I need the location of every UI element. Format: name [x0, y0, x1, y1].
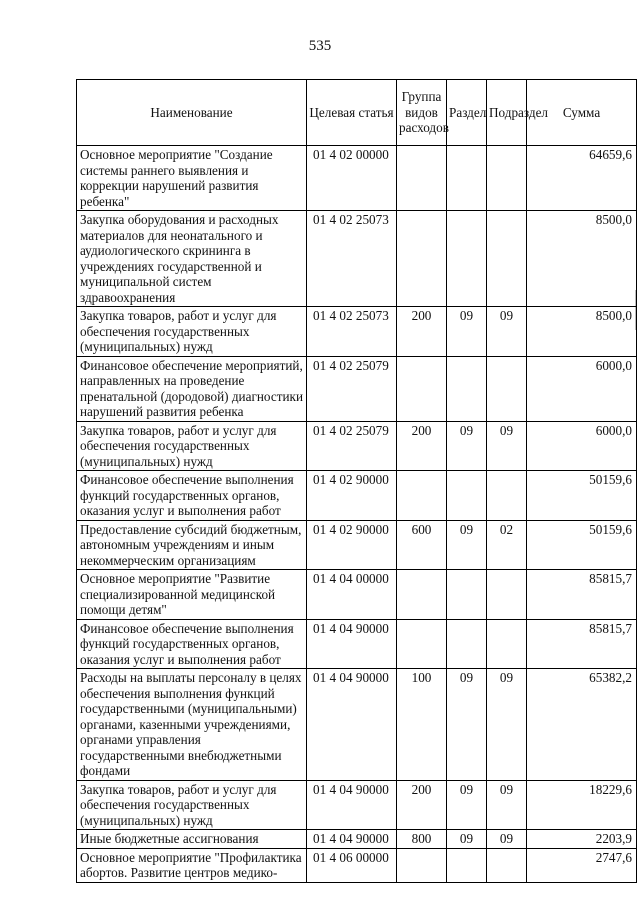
row-section-cell: 09 [447, 669, 487, 781]
row-sum-cell: 8500,0 [527, 307, 637, 357]
row-sum-cell: 2203,9 [527, 830, 637, 849]
row-subsection-cell [487, 848, 527, 882]
row-group-cell: 100 [397, 669, 447, 781]
row-target-cell: 01 4 02 25079 [307, 421, 397, 471]
table-body [77, 146, 637, 883]
row-name-cell: Расходы на выплаты персоналу в целях обеспечения выполнения функций государственными (муниципальными) органами, казенными учреждениями, органами управления государственными внебюджетными фондами [77, 669, 307, 781]
row-subsection-cell: 09 [487, 421, 527, 471]
row-sum-cell: 50159,6 [527, 520, 637, 570]
header-group: Группа видов расходов [397, 80, 447, 146]
row-group-cell [397, 146, 447, 211]
row-section-cell [447, 848, 487, 882]
row-group-cell: 200 [397, 780, 447, 830]
row-name-cell: Предоставление субсидий бюджетным, автономным учреждениям и иным некоммерческим организациям [77, 520, 307, 570]
header-name: Наименование [77, 80, 307, 146]
row-subsection-cell [487, 619, 527, 669]
row-target-cell: 01 4 04 00000 [307, 570, 397, 620]
row-group-cell: 200 [397, 421, 447, 471]
row-target-cell: 01 4 04 90000 [307, 669, 397, 781]
row-section-cell [447, 619, 487, 669]
row-sum-cell: 85815,7 [527, 619, 637, 669]
row-group-cell [397, 619, 447, 669]
row-name-cell: Основное мероприятие "Профилактика абортов. Развитие центров медико- [77, 848, 307, 882]
row-sum-cell: 50159,6 [527, 471, 637, 521]
row-sum-cell: 85815,7 [527, 570, 637, 620]
row-section-cell [447, 146, 487, 211]
row-name-cell: Закупка товаров, работ и услуг для обеспечения государственных (муниципальных) нужд [77, 780, 307, 830]
row-section-cell: 09 [447, 421, 487, 471]
row-target-cell: 01 4 02 00000 [307, 146, 397, 211]
row-section-cell: 09 [447, 830, 487, 849]
row-subsection-cell [487, 146, 527, 211]
row-target-cell: 01 4 04 90000 [307, 830, 397, 849]
row-subsection-cell [487, 211, 527, 307]
row-section-cell [447, 211, 487, 307]
table-row [77, 780, 637, 830]
row-name-cell: Закупка товаров, работ и услуг для обеспечения государственных (муниципальных) нужд [77, 307, 307, 357]
row-group-cell [397, 471, 447, 521]
row-subsection-cell: 09 [487, 780, 527, 830]
row-target-cell: 01 4 02 90000 [307, 520, 397, 570]
table-row [77, 570, 637, 620]
row-name-cell: Финансовое обеспечение выполнения функций государственных органов, оказания услуг и выполнения работ [77, 619, 307, 669]
row-name-cell: Финансовое обеспечение мероприятий, направленных на проведение пренатальной (дородовой) диагностики нарушений развития ребенка [77, 356, 307, 421]
table-row [77, 471, 637, 521]
row-section-cell: 09 [447, 307, 487, 357]
table-row [77, 211, 637, 307]
table-row [77, 669, 637, 781]
row-target-cell: 01 4 04 90000 [307, 780, 397, 830]
row-target-cell: 01 4 02 25073 [307, 211, 397, 307]
table-row [77, 146, 637, 211]
row-sum-cell: 2747,6 [527, 848, 637, 882]
row-sum-cell: 18229,6 [527, 780, 637, 830]
row-section-cell [447, 570, 487, 620]
row-group-cell [397, 356, 447, 421]
row-section-cell [447, 471, 487, 521]
row-subsection-cell [487, 356, 527, 421]
row-subsection-cell: 09 [487, 307, 527, 357]
row-sum-cell: 6000,0 [527, 421, 637, 471]
row-group-cell: 200 [397, 307, 447, 357]
table-row [77, 520, 637, 570]
table-row [77, 848, 637, 882]
row-name-cell: Основное мероприятие "Создание системы раннего выявления и коррекции нарушений развития ребенка" [77, 146, 307, 211]
table-row [77, 619, 637, 669]
row-target-cell: 01 4 02 25079 [307, 356, 397, 421]
table-row [77, 421, 637, 471]
header-target: Целевая статья [307, 80, 397, 146]
header-section: Раздел [447, 80, 487, 146]
row-target-cell: 01 4 04 90000 [307, 619, 397, 669]
row-subsection-cell: 02 [487, 520, 527, 570]
row-sum-cell: 64659,6 [527, 146, 637, 211]
row-group-cell: 800 [397, 830, 447, 849]
table-header-row [77, 80, 637, 146]
row-subsection-cell: 09 [487, 830, 527, 849]
row-section-cell: 09 [447, 520, 487, 570]
row-subsection-cell [487, 471, 527, 521]
row-subsection-cell: 09 [487, 669, 527, 781]
row-sum-cell: 8500,0 [527, 211, 637, 307]
row-name-cell: Финансовое обеспечение выполнения функций государственных органов, оказания услуг и выполнения работ [77, 471, 307, 521]
table-row [77, 830, 637, 849]
row-sum-cell: 65382,2 [527, 669, 637, 781]
table-row [77, 307, 637, 357]
row-sum-cell: 6000,0 [527, 356, 637, 421]
header-sum: Сумма [527, 80, 637, 146]
row-group-cell: 600 [397, 520, 447, 570]
table-row [77, 356, 637, 421]
row-target-cell: 01 4 02 25073 [307, 307, 397, 357]
row-subsection-cell [487, 570, 527, 620]
row-group-cell [397, 211, 447, 307]
budget-table [76, 79, 637, 883]
row-section-cell [447, 356, 487, 421]
row-name-cell: Основное мероприятие "Развитие специализированной медицинской помощи детям" [77, 570, 307, 620]
row-name-cell: Иные бюджетные ассигнования [77, 830, 307, 849]
row-group-cell [397, 848, 447, 882]
row-target-cell: 01 4 06 00000 [307, 848, 397, 882]
row-name-cell: Закупка товаров, работ и услуг для обеспечения государственных (муниципальных) нужд [77, 421, 307, 471]
row-name-cell: Закупка оборудования и расходных материалов для неонатального и аудиологического скрининга в учреждениях государственной и муниципальной систем здравоохранения [77, 211, 307, 307]
page-number: 535 [308, 38, 332, 54]
row-group-cell [397, 570, 447, 620]
row-section-cell: 09 [447, 780, 487, 830]
row-target-cell: 01 4 02 90000 [307, 471, 397, 521]
header-subsection: Подраздел [487, 80, 527, 146]
